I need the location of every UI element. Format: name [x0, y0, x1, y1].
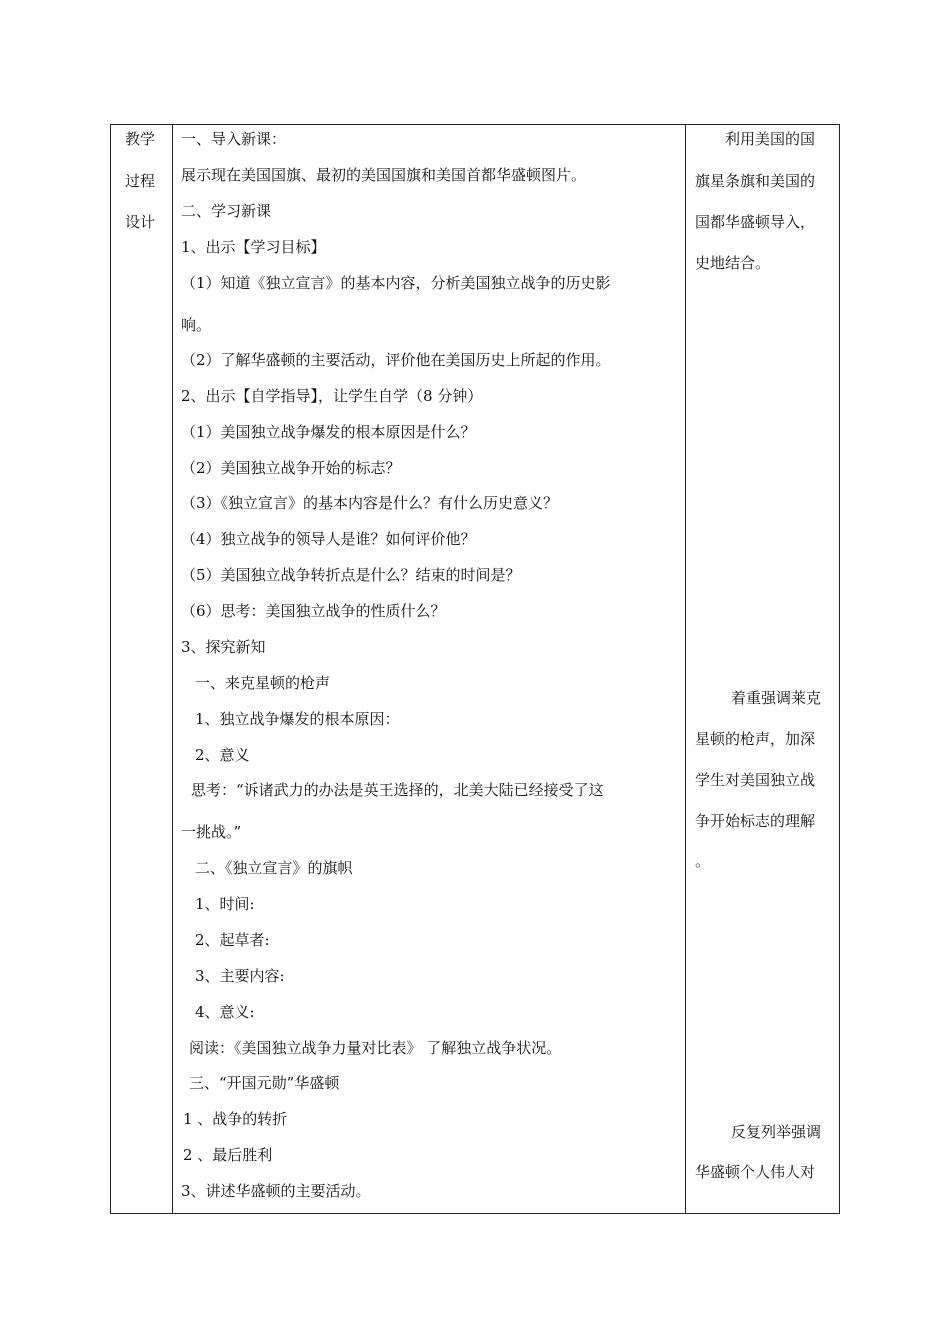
column-divider-right [685, 125, 686, 1213]
main-line-14: （6）思考：美国独立战争的性质什么？ [181, 602, 446, 620]
section-label-line-2: 过程 [125, 172, 156, 190]
note-b-line-5: 。 [695, 852, 711, 870]
main-line-26: 阅读：《美国独立战争力量对比表》 了解独立战争状况。 [189, 1039, 562, 1057]
main-line-22: 1、时间: [195, 895, 255, 913]
section-label-line-1: 教学 [125, 130, 156, 148]
main-line-27: 三、“开国元勋”华盛顿 [189, 1074, 340, 1092]
main-line-10: （2）美国独立战争开始的标志？ [181, 459, 401, 477]
main-line-21: 二、《独立宣言》的旗帜 [195, 859, 353, 877]
column-divider-left [172, 125, 173, 1213]
main-line-11: （3）《独立宣言》的基本内容是什么？有什么历史意义？ [181, 494, 559, 512]
note-b-line-2: 星顿的枪声，加深 [695, 730, 816, 748]
main-line-30: 3、讲述华盛顿的主要活动。 [181, 1182, 371, 1200]
main-line-12: （4）独立战争的领导人是谁？如何评价他？ [181, 530, 476, 548]
main-line-29: 2 、最后胜利 [183, 1146, 273, 1164]
main-line-25: 4、意义: [195, 1003, 255, 1021]
main-line-19: 思考：“诉诸武力的办法是英王选择的，北美大陆已经接受了这 [191, 781, 604, 799]
main-line-23: 2、起草者: [195, 931, 270, 949]
main-line-16: 一、来克星顿的枪声 [195, 674, 331, 692]
note-a-line-3: 国都华盛顿导入， [695, 213, 816, 231]
main-line-05: （1）知道《独立宣言》的基本内容，分析美国独立战争的历史影 [181, 274, 611, 292]
main-line-06: 响。 [181, 316, 212, 334]
main-line-20: 一挑战。” [181, 823, 242, 841]
main-line-01: 一、导入新课： [181, 130, 287, 148]
note-a-line-4: 史地结合。 [695, 254, 771, 272]
main-line-07: （2）了解华盛顿的主要活动，评价他在美国历史上所起的作用。 [181, 351, 611, 369]
main-line-18: 2、意义 [195, 746, 250, 764]
main-line-13: （5）美国独立战争转折点是什么？结束的时间是？ [181, 566, 521, 584]
note-a-line-1: 利用美国的国 [725, 130, 816, 148]
note-c-line-2: 华盛顿个人伟人对 [695, 1163, 816, 1181]
main-line-15: 3、探究新知 [181, 638, 266, 656]
main-line-03: 二、学习新课 [181, 202, 272, 220]
main-line-28: 1 、战争的转折 [183, 1110, 288, 1128]
note-b-line-1: 着重强调莱克 [731, 689, 822, 707]
note-a-line-2: 旗星条旗和美国的 [695, 172, 816, 190]
main-line-24: 3、主要内容: [195, 967, 285, 985]
note-b-line-4: 争开始标志的理解 [695, 812, 816, 830]
lesson-table [110, 124, 840, 1214]
note-b-line-3: 学生对美国独立战 [695, 771, 816, 789]
note-c-line-1: 反复列举强调 [731, 1123, 822, 1141]
section-label-line-3: 设计 [125, 213, 156, 231]
main-line-09: （1）美国独立战争爆发的根本原因是什么？ [181, 423, 476, 441]
main-line-04: 1、出示【学习目标】 [181, 238, 326, 256]
main-line-08: 2、出示【自学指导】，让学生自学（8 分钟） [181, 387, 483, 405]
main-line-17: 1、独立战争爆发的根本原因： [195, 710, 400, 728]
main-line-02: 展示现在美国国旗、最初的美国国旗和美国首都华盛顿图片。 [181, 166, 587, 184]
